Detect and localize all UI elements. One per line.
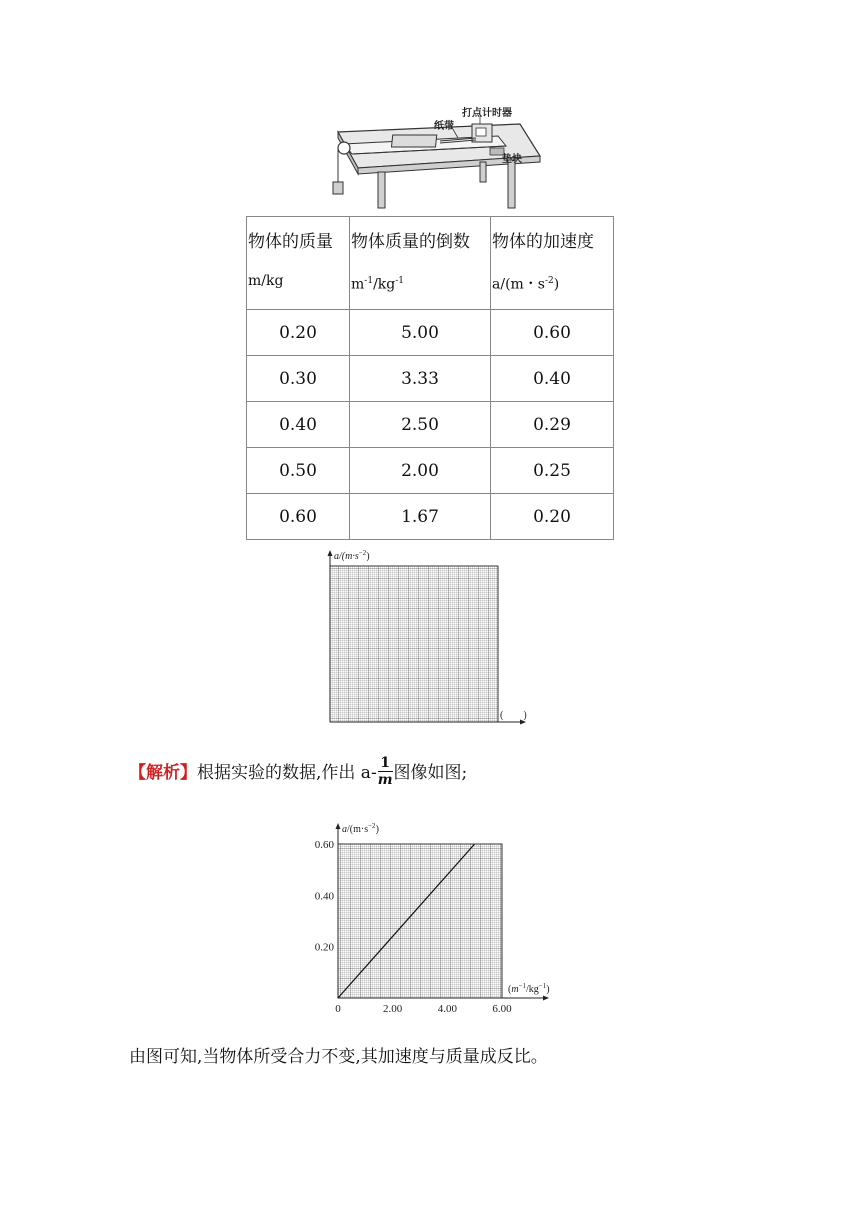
header-mass	[247, 217, 350, 310]
grid-area	[338, 844, 502, 998]
cell-acceleration: 0.40	[491, 356, 614, 402]
analysis-tag: 【解析】	[129, 763, 197, 783]
cell-inverse-mass: 5.00	[350, 310, 491, 356]
header-mass-unit: m/kg	[248, 273, 284, 289]
header-acceleration-name: 物体的加速度	[492, 232, 594, 252]
conclusion-text: 由图可知,当物体所受合力不变,其加速度与质量成反比。	[129, 1047, 548, 1067]
blank-grid-area	[330, 566, 498, 722]
result-graph	[310, 818, 560, 1014]
analysis-text-after: 图像如图;	[393, 763, 468, 783]
blank-x-axis-placeholder: ( )	[500, 710, 527, 721]
cell-mass: 0.50	[247, 448, 350, 494]
cell-acceleration: 0.29	[491, 402, 614, 448]
y-axis-label: $a/(m\cdot s^{-2})$	[342, 822, 379, 835]
cell-mass: 0.40	[247, 402, 350, 448]
table-row	[247, 402, 614, 448]
header-mass-name: 物体的质量	[248, 232, 333, 252]
y-tick-label: 0.40	[314, 890, 334, 903]
blank-y-axis-label: $a/(m\cdot s^{-2})$	[334, 549, 370, 562]
y-tick-label: 0.60	[314, 839, 334, 851]
cell-inverse-mass: 2.50	[350, 402, 491, 448]
x-tick-label: 6.00	[492, 1003, 512, 1014]
table-row	[247, 448, 614, 494]
cell-acceleration: 0.25	[491, 448, 614, 494]
table-row	[247, 494, 614, 540]
y-axis-arrow	[336, 823, 341, 829]
cell-mass: 0.20	[247, 310, 350, 356]
fraction-one-over-m: $\frac{1}{m}$	[377, 755, 393, 788]
x-tick-label: 2.00	[383, 1003, 403, 1014]
table-row	[247, 310, 614, 356]
result-graph-svg	[310, 818, 560, 1014]
blank-graph	[318, 548, 558, 726]
table-row	[247, 356, 614, 402]
timer-label: 打点计时器	[462, 108, 512, 119]
x-tick-label: 0	[335, 1003, 341, 1014]
block-label: 垫块	[502, 154, 522, 165]
cell-acceleration: 0.60	[491, 310, 614, 356]
cell-acceleration: 0.20	[491, 494, 614, 540]
x-axis-arrow	[543, 996, 549, 1001]
data-table	[246, 216, 614, 540]
table-header-row	[247, 217, 614, 310]
cell-mass: 0.60	[247, 494, 350, 540]
x-tick-label: 4.00	[437, 1003, 457, 1014]
cell-inverse-mass: 2.00	[350, 448, 491, 494]
header-inverse-mass	[350, 217, 491, 310]
cell-inverse-mass: 1.67	[350, 494, 491, 540]
header-inverse-mass-unit: $m^{-1}/kg^{-1}$	[351, 276, 405, 293]
header-inverse-mass-name: 物体质量的倒数	[351, 232, 470, 252]
tape-label: 纸带	[434, 121, 454, 132]
analysis-line	[129, 755, 468, 789]
x-axis-label: $(m^{-1}/kg^{-1})$	[508, 982, 550, 995]
apparatus-figure	[330, 104, 545, 210]
blank-graph-svg	[318, 548, 558, 726]
header-acceleration-unit: a/(m・$s^{-2}$)	[492, 276, 560, 293]
analysis-text-before: 根据实验的数据,作出 a-	[197, 763, 377, 783]
header-acceleration	[491, 217, 614, 310]
cell-mass: 0.30	[247, 356, 350, 402]
cell-inverse-mass: 3.33	[350, 356, 491, 402]
y-tick-label: 0.20	[314, 941, 334, 954]
